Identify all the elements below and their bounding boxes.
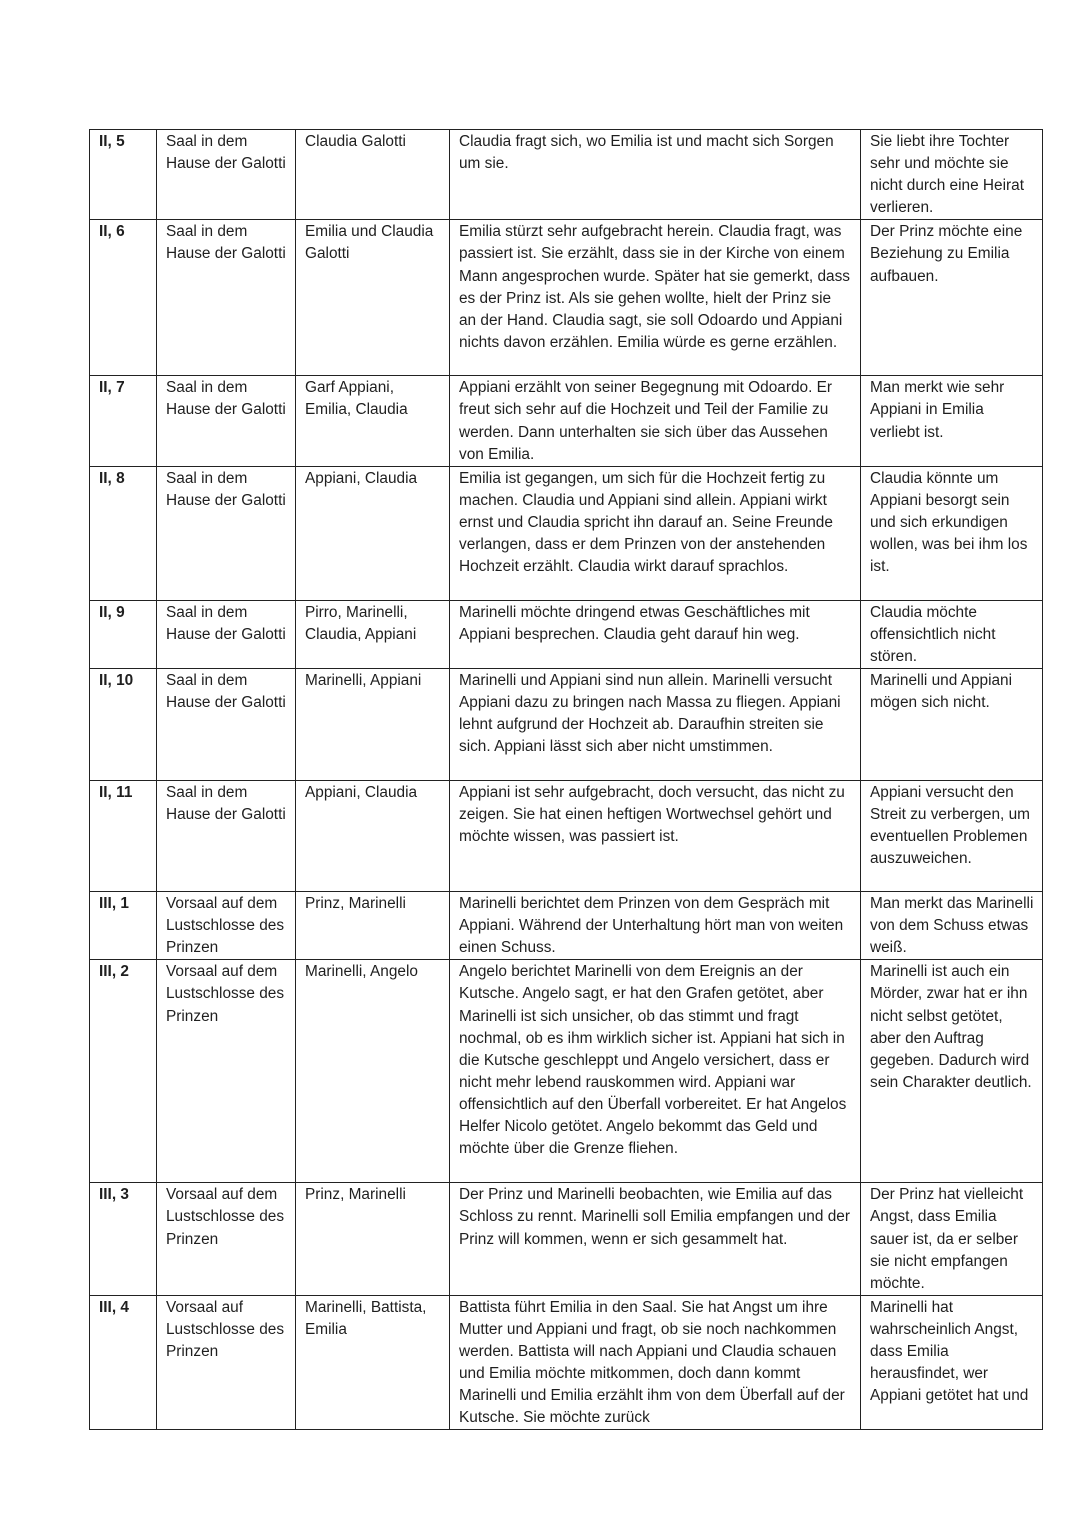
content-cell: Marinelli möchte dringend etwas Geschäftliches mit Appiani besprechen. Claudia geht darauf hin weg. (450, 600, 861, 668)
content-cell: Claudia fragt sich, wo Emilia ist und macht sich Sorgen um sie. (450, 130, 861, 220)
persons-cell: Emilia und Claudia Galotti (296, 220, 450, 376)
persons-cell: Appiani, Claudia (296, 781, 450, 892)
place-cell: Saal in dem Hause der Galotti (157, 781, 296, 892)
table-row (90, 220, 1043, 376)
comment-cell: Claudia möchte offensichtlich nicht stören. (861, 600, 1043, 668)
place-cell: Vorsaal auf dem Lustschlosse des Prinzen (157, 892, 296, 960)
content-cell: Marinelli und Appiani sind nun allein. Marinelli versucht Appiani dazu zu bringen nach Massa zu fliegen. Appiani lehnt aufgrund der Hochzeit ab. Daraufhin streiten sie sich. Appiani lässt sich aber nicht umstimmen. (450, 669, 861, 781)
persons-cell: Marinelli, Appiani (296, 669, 450, 781)
scene-cell: III, 1 (90, 892, 157, 960)
scene-cell: II, 8 (90, 466, 157, 600)
table-row (90, 892, 1043, 960)
scene-cell: II, 9 (90, 600, 157, 668)
table-row (90, 1295, 1043, 1430)
scene-cell: III, 4 (90, 1295, 157, 1430)
comment-cell: Marinelli ist auch ein Mörder, zwar hat er ihn nicht selbst getötet, aber den Auftrag gegeben. Dadurch wird sein Charakter deutlich. (861, 960, 1043, 1183)
comment-cell: Der Prinz hat vielleicht Angst, dass Emilia sauer ist, da er selber sie nicht empfangen möchte. (861, 1183, 1043, 1295)
scene-cell: II, 5 (90, 130, 157, 220)
comment-cell: Sie liebt ihre Tochter sehr und möchte sie nicht durch eine Heirat verlieren. (861, 130, 1043, 220)
scene-overview-table (89, 129, 1043, 1430)
comment-cell: Man merkt das Marinelli von dem Schuss etwas weiß. (861, 892, 1043, 960)
comment-cell: Marinelli hat wahrscheinlich Angst, dass Emilia herausfindet, wer Appiani getötet hat und (861, 1295, 1043, 1430)
content-cell: Appiani ist sehr aufgebracht, doch versucht, das nicht zu zeigen. Sie hat einen heftigen Wortwechsel gehört und möchte wissen, was passiert ist. (450, 781, 861, 892)
content-cell: Der Prinz und Marinelli beobachten, wie Emilia auf das Schloss zu rennt. Marinelli soll Emilia empfangen und der Prinz will kommen, wenn er sich gesammelt hat. (450, 1183, 861, 1295)
persons-cell: Pirro, Marinelli, Claudia, Appiani (296, 600, 450, 668)
persons-cell: Prinz, Marinelli (296, 1183, 450, 1295)
place-cell: Saal in dem Hause der Galotti (157, 220, 296, 376)
scene-cell: II, 7 (90, 376, 157, 466)
persons-cell: Prinz, Marinelli (296, 892, 450, 960)
table-row (90, 376, 1043, 466)
persons-cell: Claudia Galotti (296, 130, 450, 220)
place-cell: Vorsaal auf Lustschlosse des Prinzen (157, 1295, 296, 1430)
scene-cell: III, 3 (90, 1183, 157, 1295)
content-cell: Marinelli berichtet dem Prinzen von dem Gespräch mit Appiani. Während der Unterhaltung hört man von weiten einen Schuss. (450, 892, 861, 960)
place-cell: Saal in dem Hause der Galotti (157, 600, 296, 668)
persons-cell: Marinelli, Angelo (296, 960, 450, 1183)
comment-cell: Marinelli und Appiani mögen sich nicht. (861, 669, 1043, 781)
table-row (90, 1183, 1043, 1295)
table-row (90, 960, 1043, 1183)
content-cell: Emilia stürzt sehr aufgebracht herein. Claudia fragt, was passiert ist. Sie erzählt, dass sie in der Kirche von einem Mann angesprochen wurde. Später hat sie gemerkt, dass es der Prinz ist. Als sie gehen wollte, hielt der Prinz sie an der Hand. Claudia sagt, sie soll Odoardo und Appiani nichts davon erzählen. Emilia würde es gerne erzählen. (450, 220, 861, 376)
content-cell: Battista führt Emilia in den Saal. Sie hat Angst um ihre Mutter und Appiani und fragt, ob sie noch nachkommen werden. Battista will nach Appiani und Claudia schauen und Emilia möchte mitkommen, doch dann kommt Marinelli und Emilia erzählt ihm von dem Überfall auf der Kutsche. Sie möchte zurück (450, 1295, 861, 1430)
content-cell: Angelo berichtet Marinelli von dem Ereignis an der Kutsche. Angelo sagt, er hat den Grafen getötet, aber Marinelli ist sich unsicher, ob das stimmt und fragt nochmal, ob es ihm wirklich sicher ist. Appiani hat sich in die Kutsche geschleppt und Angelo versichert, dass er nicht mehr lebend rauskommen wird. Appiani war offensichtlich auf den Überfall vorbereitet. Er hat Angelos Helfer Nicolo getötet. Angelo bekommt das Geld und möchte über die Grenze fliehen. (450, 960, 861, 1183)
scene-cell: II, 11 (90, 781, 157, 892)
place-cell: Vorsaal auf dem Lustschlosse des Prinzen (157, 960, 296, 1183)
persons-cell: Marinelli, Battista, Emilia (296, 1295, 450, 1430)
persons-cell: Garf Appiani, Emilia, Claudia (296, 376, 450, 466)
place-cell: Saal in dem Hause der Galotti (157, 376, 296, 466)
place-cell: Vorsaal auf dem Lustschlosse des Prinzen (157, 1183, 296, 1295)
place-cell: Saal in dem Hause der Galotti (157, 669, 296, 781)
scene-cell: II, 6 (90, 220, 157, 376)
table-row (90, 781, 1043, 892)
scene-cell: III, 2 (90, 960, 157, 1183)
place-cell: Saal in dem Hause der Galotti (157, 130, 296, 220)
comment-cell: Der Prinz möchte eine Beziehung zu Emilia aufbauen. (861, 220, 1043, 376)
comment-cell: Man merkt wie sehr Appiani in Emilia verliebt ist. (861, 376, 1043, 466)
scene-cell: II, 10 (90, 669, 157, 781)
comment-cell: Claudia könnte um Appiani besorgt sein und sich erkundigen wollen, was bei ihm los ist. (861, 466, 1043, 600)
table-row (90, 466, 1043, 600)
content-cell: Emilia ist gegangen, um sich für die Hochzeit fertig zu machen. Claudia und Appiani sind allein. Appiani wirkt ernst und Claudia spricht ihn darauf an. Seine Freunde verlangen, dass er dem Prinzen von der anstehenden Hochzeit erzählt. Claudia wirkt darauf sprachlos. (450, 466, 861, 600)
persons-cell: Appiani, Claudia (296, 466, 450, 600)
comment-cell: Appiani versucht den Streit zu verbergen, um eventuellen Problemen auszuweichen. (861, 781, 1043, 892)
table-row (90, 669, 1043, 781)
content-cell: Appiani erzählt von seiner Begegnung mit Odoardo. Er freut sich sehr auf die Hochzeit und Teil der Familie zu werden. Dann unterhalten sie sich über das Aussehen von Emilia. (450, 376, 861, 466)
table-row (90, 600, 1043, 668)
table-row (90, 130, 1043, 220)
place-cell: Saal in dem Hause der Galotti (157, 466, 296, 600)
